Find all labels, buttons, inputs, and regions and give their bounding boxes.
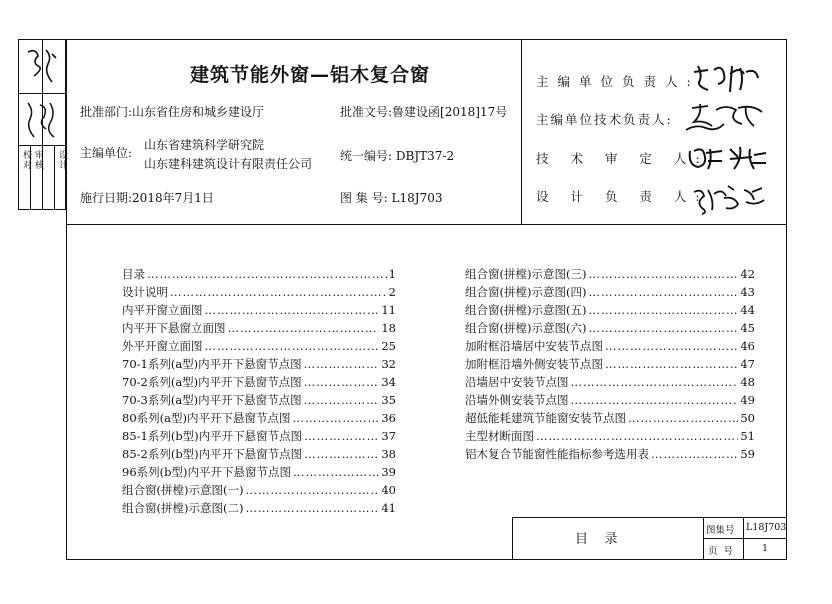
- toc-item-title: 70-2系列(a型)内平开下悬窗节点图: [122, 375, 302, 389]
- toc-item-title: 70-3系列(a型)内平开下悬窗节点图: [122, 393, 302, 407]
- toc-item-page: 43: [740, 285, 755, 299]
- toc-item-title: 沿墙外侧安装节点图: [465, 393, 569, 407]
- toc-item[interactable]: [122, 319, 396, 337]
- toc-item[interactable]: [122, 265, 396, 283]
- header-bottom-line: [66, 224, 787, 225]
- toc-right: [465, 265, 755, 463]
- toc-item[interactable]: [465, 301, 755, 319]
- toc-item-title: 85-2系列(b型)内平开下悬窗节点图: [122, 447, 303, 461]
- toc-leader-dots: [228, 319, 380, 337]
- side-label-design: 设计: [57, 150, 67, 170]
- toc-item[interactable]: [122, 391, 396, 409]
- toc-leader-dots: [245, 481, 379, 499]
- toc-item[interactable]: [122, 283, 396, 301]
- toc-item[interactable]: [122, 301, 396, 319]
- toc-leader-dots: [304, 391, 380, 409]
- toc-item[interactable]: [122, 445, 396, 463]
- toc-item-page: 44: [740, 303, 755, 317]
- toc-item-title: 设计说明: [122, 285, 168, 299]
- toc-leader-dots: [304, 355, 380, 373]
- role-tech-approver: 技 术 审 定 人:: [536, 151, 709, 166]
- toc-item-page: 18: [381, 321, 396, 335]
- approval-dept: 批准部门:山东省住房和城乡建设厅: [80, 105, 265, 119]
- toc-item-title: 沿墙居中安装节点图: [465, 375, 569, 389]
- toc-item[interactable]: [122, 463, 396, 481]
- toc-item[interactable]: [122, 481, 396, 499]
- toc-item-title: 内平开下悬窗立面图: [122, 321, 226, 335]
- atlas-no: 图 集 号: L18J703: [340, 191, 443, 205]
- toc-item[interactable]: [465, 337, 755, 355]
- toc-item-page: 11: [381, 303, 396, 317]
- toc-item-title: 目录: [122, 267, 145, 281]
- signature-2: [682, 100, 772, 136]
- toc-item-title: 85-1系列(b型)内平开下悬窗节点图: [122, 429, 303, 443]
- toc-leader-dots: [293, 463, 379, 481]
- approval-doc: 批准文号:鲁建设函[2018]17号: [340, 105, 508, 119]
- toc-leader-dots: [304, 427, 379, 445]
- toc-item[interactable]: [122, 427, 396, 445]
- toc-item-title: 铝木复合节能窗性能指标参考选用表: [465, 447, 649, 461]
- toc-leader-dots: [571, 391, 739, 409]
- title-block-divider: [703, 538, 787, 539]
- toc-leader-dots: [628, 409, 738, 427]
- toc-item-page: 50: [740, 411, 755, 425]
- toc-item-page: 35: [381, 393, 396, 407]
- toc-leader-dots: [605, 355, 738, 373]
- toc-item-page: 37: [381, 429, 396, 443]
- binding-divider: [54, 145, 55, 210]
- editor-unit-2: 山东建科建筑设计有限责任公司: [144, 157, 313, 171]
- toc-item-page: 45: [740, 321, 755, 335]
- toc-item-page: 47: [740, 357, 755, 371]
- side-label-review: 审核: [33, 150, 43, 170]
- toc-leader-dots: [245, 499, 379, 517]
- toc-item[interactable]: [122, 409, 396, 427]
- toc-leader-dots: [588, 319, 738, 337]
- toc-item-title: 超低能耗建筑节能窗安装节点图: [465, 411, 626, 425]
- toc-leader-dots: [147, 265, 387, 283]
- toc-item-page: 41: [381, 501, 396, 515]
- role-tech-head: 主编单位技术负责人:: [536, 112, 673, 127]
- toc-item[interactable]: [465, 445, 755, 463]
- toc-item-page: 25: [381, 339, 396, 353]
- toc-leader-dots: [605, 337, 738, 355]
- signature-4: [690, 182, 770, 216]
- atlas-value: L18J703: [746, 522, 787, 533]
- toc-leader-dots: [651, 445, 738, 463]
- toc-leader-dots: [588, 301, 738, 319]
- toc-item-title: 外平开窗立面图: [122, 339, 203, 353]
- toc-item-page: 40: [381, 483, 396, 497]
- toc-item-title: 组合窗(拼樘)示意图(二): [122, 501, 244, 515]
- toc-item-page: 49: [740, 393, 755, 407]
- toc-item[interactable]: [465, 391, 755, 409]
- toc-item-title: 加附框沿墙外侧安装节点图: [465, 357, 603, 371]
- toc-item[interactable]: [465, 283, 755, 301]
- toc-item-title: 内平开窗立面图: [122, 303, 203, 317]
- side-label-proofread: 校对: [21, 150, 31, 170]
- toc-item-title: 组合窗(拼樘)示意图(五): [465, 303, 587, 317]
- editor-unit-label: 主编单位:: [80, 146, 133, 160]
- toc-item-page: 48: [740, 375, 755, 389]
- toc-item-title: 80系列(a型)内平开下悬窗节点图: [122, 411, 291, 425]
- toc-item-title: 96系列(b型)内平开下悬窗节点图: [122, 465, 291, 479]
- role-chief-unit-head: 主编单位负责人:: [536, 74, 700, 89]
- toc-item[interactable]: [122, 337, 396, 355]
- editor-unit-1: 山东省建筑科学研究院: [144, 138, 265, 152]
- toc-leader-dots: [170, 283, 387, 301]
- toc-item-title: 加附框沿墙居中安装节点图: [465, 339, 603, 353]
- header-divider: [521, 39, 522, 224]
- unified-no: 统一编号: DBJT37-2: [340, 149, 455, 163]
- binding-row-line: [18, 93, 66, 94]
- toc-item-page: 46: [740, 339, 755, 353]
- page-label: 页 号: [708, 546, 734, 557]
- side-signature-1: [22, 44, 62, 90]
- toc-leader-dots: [588, 283, 738, 301]
- effective-date: 施行日期:2018年7月1日: [80, 191, 214, 205]
- toc-item[interactable]: [465, 409, 755, 427]
- toc-item-page: 2: [388, 285, 396, 299]
- toc-item[interactable]: [122, 373, 396, 391]
- toc-item[interactable]: [122, 499, 396, 517]
- page-value: 1: [762, 543, 769, 554]
- toc-leader-dots: [292, 409, 379, 427]
- toc-item-title: 组合窗(拼樘)示意图(六): [465, 321, 587, 335]
- role-design-head: 设 计 负 责 人:: [536, 189, 709, 204]
- signature-1: [690, 60, 770, 96]
- toc-item-page: 34: [381, 375, 396, 389]
- toc-item[interactable]: [465, 373, 755, 391]
- toc-item[interactable]: [465, 319, 755, 337]
- atlas-label: 图集号: [706, 525, 735, 536]
- toc-item-page: 1: [388, 267, 396, 281]
- toc-item-page: 51: [740, 429, 755, 443]
- toc-item-page: 59: [740, 447, 755, 461]
- toc-item-title: 组合窗(拼樘)示意图(四): [465, 285, 587, 299]
- toc-left: [122, 265, 396, 517]
- toc-item[interactable]: [465, 265, 755, 283]
- page-title: 建筑节能外窗—铝木复合窗: [190, 64, 431, 86]
- toc-item-title: 组合窗(拼樘)示意图(三): [465, 267, 587, 281]
- toc-item-page: 32: [381, 357, 396, 371]
- toc-item-title: 主型材断面图: [465, 429, 534, 443]
- toc-item-title: 组合窗(拼樘)示意图(一): [122, 483, 244, 497]
- toc-item-page: 39: [381, 465, 396, 479]
- sheet-title: 目 录: [575, 532, 618, 547]
- toc-item-page: 36: [381, 411, 396, 425]
- toc-item[interactable]: [465, 355, 755, 373]
- toc-leader-dots: [304, 445, 379, 463]
- toc-leader-dots: [571, 373, 739, 391]
- toc-leader-dots: [304, 373, 380, 391]
- side-signature-2: [22, 97, 62, 143]
- toc-leader-dots: [536, 427, 738, 445]
- toc-item[interactable]: [465, 427, 755, 445]
- toc-item-title: 70-1系列(a型)内平开下悬窗节点图: [122, 357, 302, 371]
- toc-item[interactable]: [122, 355, 396, 373]
- signature-3: [686, 143, 770, 173]
- toc-leader-dots: [588, 265, 738, 283]
- toc-leader-dots: [205, 337, 380, 355]
- toc-item-page: 38: [381, 447, 396, 461]
- binding-row-line: [18, 145, 66, 146]
- toc-leader-dots: [205, 301, 380, 319]
- toc-item-page: 42: [740, 267, 755, 281]
